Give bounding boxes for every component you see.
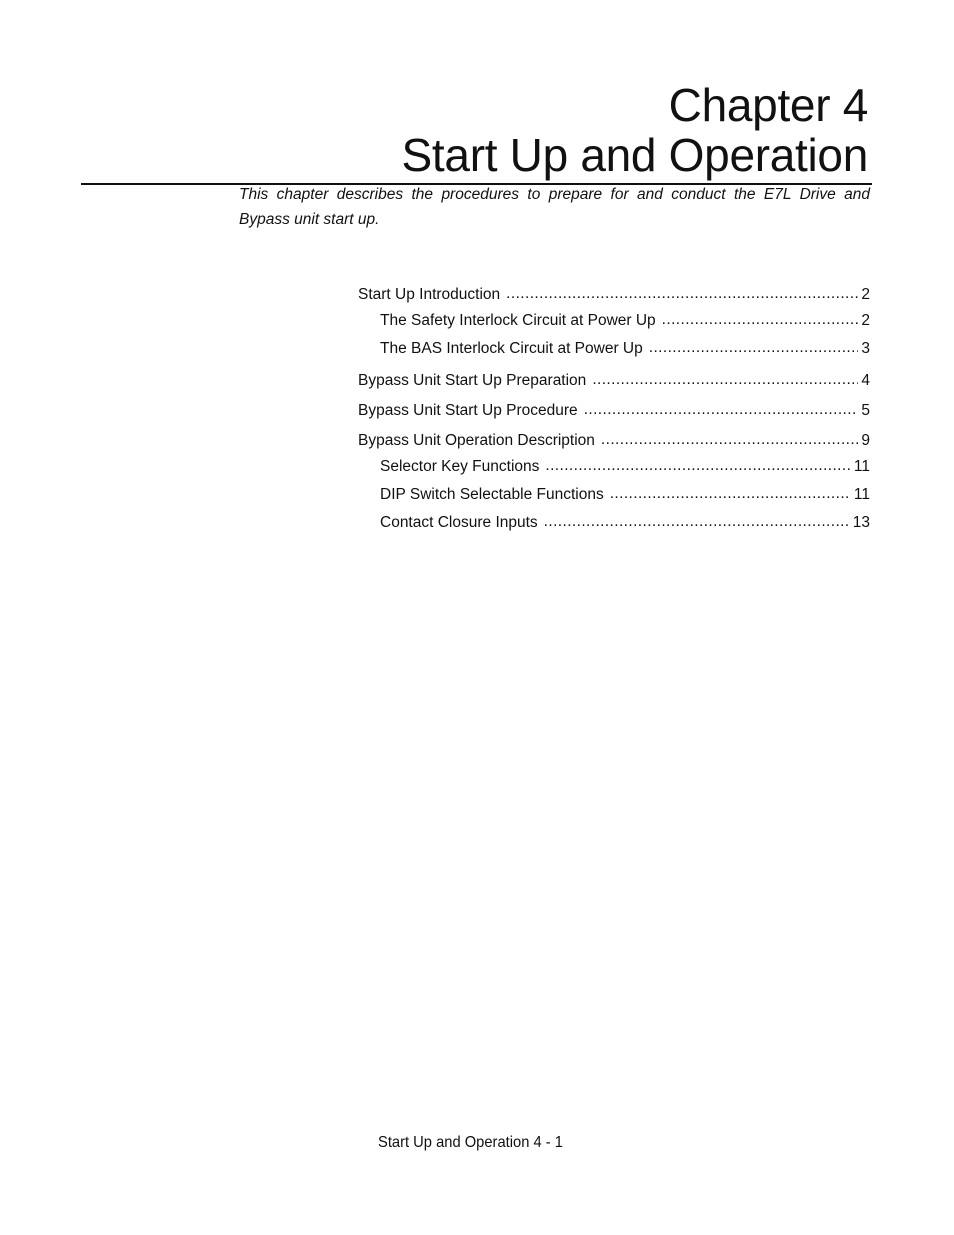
toc-entry-title: The Safety Interlock Circuit at Power Up [380, 312, 656, 329]
toc-dot-leader [584, 397, 859, 422]
toc-entry[interactable] [358, 453, 870, 481]
toc-entry[interactable] [358, 335, 870, 363]
toc-entry-page: 5 [861, 402, 870, 419]
toc-dot-leader [662, 306, 859, 334]
toc-entry-title: Bypass Unit Start Up Procedure [358, 402, 578, 419]
toc-dot-leader [592, 367, 858, 392]
toc-entry[interactable] [358, 282, 870, 307]
toc-dot-leader [544, 508, 850, 536]
table-of-contents [358, 282, 870, 537]
chapter-number: Chapter 4 [668, 79, 868, 131]
toc-entry-page: 13 [852, 514, 870, 531]
toc-entry[interactable] [358, 481, 870, 509]
toc-entry-page: 11 [853, 486, 870, 503]
toc-entry-title: The BAS Interlock Circuit at Power Up [380, 340, 643, 357]
toc-entry-title: Selector Key Functions [380, 458, 540, 475]
toc-entry-title: Bypass Unit Operation Description [358, 432, 595, 449]
toc-entry-title: Bypass Unit Start Up Preparation [358, 372, 587, 389]
toc-entry[interactable] [358, 307, 870, 335]
toc-entry[interactable] [358, 509, 870, 537]
toc-entry[interactable] [358, 398, 870, 423]
toc-entry-title: DIP Switch Selectable Functions [380, 486, 604, 503]
toc-entry-page: 2 [861, 312, 870, 329]
toc-dot-leader [649, 334, 859, 362]
page-footer: Start Up and Operation 4 - 1 [378, 1134, 563, 1151]
chapter-intro: This chapter describes the procedures to prepare for and conduct the E7L Drive and Bypass unit start up. [239, 186, 870, 228]
toc-dot-leader [610, 480, 851, 508]
toc-entry-title: Start Up Introduction [358, 286, 501, 303]
toc-entry-page: 11 [853, 458, 870, 475]
toc-entry[interactable] [358, 368, 870, 393]
toc-dot-leader [545, 452, 851, 480]
toc-entry[interactable] [358, 428, 870, 453]
toc-entry-title: Contact Closure Inputs [380, 514, 538, 531]
toc-entry-page: 3 [861, 340, 870, 357]
toc-entry-page: 2 [861, 286, 870, 303]
toc-entry-page: 9 [861, 432, 870, 449]
toc-dot-leader [601, 427, 858, 452]
toc-entry-page: 4 [861, 372, 870, 389]
chapter-heading [402, 80, 868, 180]
toc-dot-leader [506, 281, 858, 306]
chapter-title: Start Up and Operation [401, 129, 868, 181]
